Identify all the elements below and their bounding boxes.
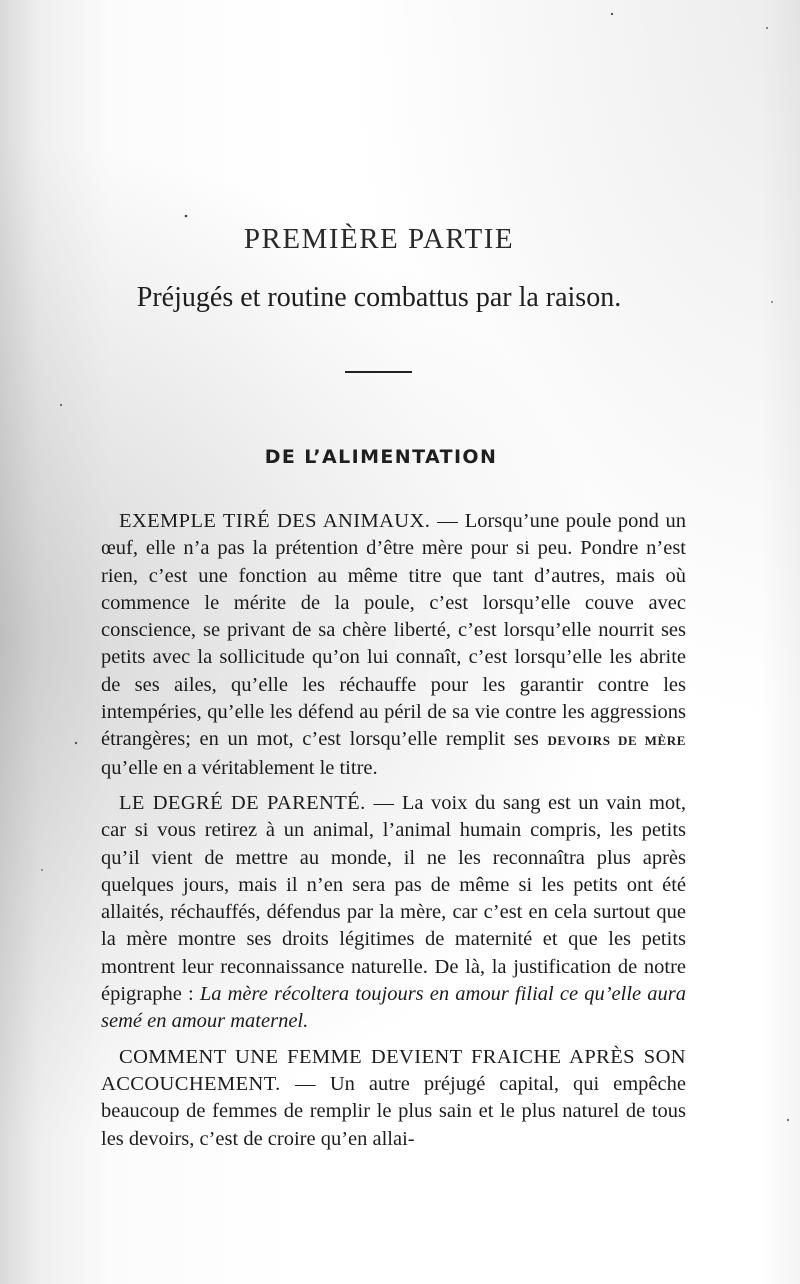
part-subtitle: Préjugés et routine combattus par la raison. bbox=[136, 282, 622, 313]
paragraph-kinship bbox=[101, 790, 686, 1036]
paragraph-lead: COMMENT UNE FEMME DEVIENT FRAICHE APRÈS SON ACCOUCHEMENT. — bbox=[101, 1045, 686, 1095]
paragraph-text: Un autre préjugé capital, qui empêche beaucoup de femmes de remplir le plus sain et le plus naturel de tous les devoirs, c’est de croire qu’en allai- bbox=[101, 1072, 686, 1150]
section-divider bbox=[345, 371, 412, 373]
body-text bbox=[101, 508, 686, 1153]
part-title: PREMIÈRE PARTIE bbox=[243, 223, 515, 255]
paragraph-text: La voix du sang est un vain mot, car si vous retirez à un animal, l’animal humain compris, les petits qu’il vient de mettre au monde, il ne les reconnaîtra plus après quelques jours, mais il n’en sera pas de même si les petits ont été allaités, réchauffés, défendus par la mère, car c’est en cela surtout que la mère montre ses droits légitimes de maternité et que les petits montrent leur reconnaissance naturelle. De là, la justification de notre épigraphe : bbox=[101, 791, 686, 1006]
paragraph-lead: EXEMPLE TIRÉ DES ANIMAUX. — bbox=[119, 510, 459, 532]
paragraph-lead: LE DEGRÉ DE PARENTÉ. — bbox=[119, 791, 395, 814]
emphasis-text: DEVOIRS DE MÈRE bbox=[547, 733, 686, 749]
section-heading: DE L’ALIMENTATION bbox=[264, 446, 498, 468]
paragraph-text: Lorsqu’une poule pond un œuf, elle n’a pas la prétention d’être mère pour si peu. Pondre n’est rien, c’est une fonction au même titre que tant d’autres, mais où commence le mérite de la poule, c’est lorsqu’elle couve avec conscience, se privant de sa chère liberté, c’est lorsqu’elle nourrit ses petits avec la sollicitude qu’on lui connaît, c’est lorsqu’elle les abrite de ses ailes, qu’elle les réchauffe pour les garantir contre les intempéries, qu’elle les défend au péril de sa vie contre les aggressions étrangères; en un mot, c’est lorsqu’elle remplit ses bbox=[101, 510, 686, 751]
paragraph-postpartum bbox=[101, 1044, 686, 1153]
epigraph-quote: La mère récoltera toujours en amour filial ce qu’elle aura semé en amour maternel. bbox=[101, 983, 687, 1033]
paragraph-animals-example bbox=[101, 508, 686, 782]
paragraph-text-tail: qu’elle en a véritablement le titre. bbox=[101, 756, 378, 779]
